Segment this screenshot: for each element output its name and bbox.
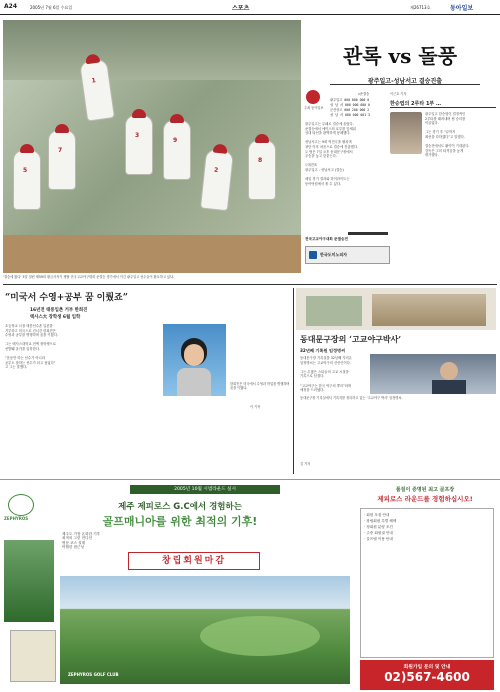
ad-bullet: 명문 코스 설계 bbox=[62, 540, 86, 545]
issue-number: 제26713호 bbox=[410, 4, 431, 10]
ad-info-box bbox=[360, 508, 494, 658]
swim-text: 초등학교 시절 태릉선수촌 입촌을 거부하고 미국으로 건너간 한희진은 수영과 공부를 병행하며 꿈을 키웠다. 그는 텍사스대학교 전액 장학생으로 선발돼 올가을 입학한다. “운동만 하는 선수가 아니라 공부도 잘하는 선수가 되고 싶었다” 고 그는 말했다. bbox=[5, 324, 59, 370]
phone-box bbox=[360, 660, 494, 690]
right-byline: 이근호 기자 bbox=[390, 92, 407, 96]
score-row-1: 광주일고 000 000 000 0 bbox=[330, 98, 370, 102]
swim-sub1: 16년전 태릉입촌 거부 한희진 bbox=[30, 308, 88, 313]
golf-course-image bbox=[60, 576, 350, 684]
swim-headline: “미국서 수영+공부 꿈 이뤘죠” bbox=[5, 293, 128, 303]
golf-advertisement bbox=[0, 479, 500, 692]
score-label: ▽준결승 bbox=[358, 92, 370, 96]
photo-caption: ‘결승에 왔다’ 5일 열린 제59회 황금사자기 쟁탈 전국고교야구대회 준결승 경기에서 이긴 광주일고 선수들이 환호하고 있다. bbox=[3, 275, 175, 279]
swim-sub2: 텍사스大 장학생 6월 입학 bbox=[30, 315, 81, 320]
score-row-3: 군산상고 000 200 000 2 bbox=[330, 108, 370, 112]
ad-brand: ZEPHYROS bbox=[4, 516, 29, 521]
ad-line2: 골프매니아를 위한 최적의 기후! bbox=[102, 515, 258, 528]
ad-brochure-image bbox=[4, 540, 54, 622]
score-row-2: 성 남 서 000 000 000 0 bbox=[330, 103, 370, 107]
ad-map-image bbox=[10, 630, 56, 682]
phone-label: 회원가입 문의 및 안내 bbox=[403, 665, 451, 670]
info-line: · 주중 회원권 안내 bbox=[364, 531, 393, 535]
trophy-icon bbox=[306, 90, 320, 104]
baseball-photo: 5 7 1 3 9 2 8 bbox=[3, 20, 301, 273]
ad-bullet: 탁월한 접근성 bbox=[62, 545, 84, 550]
zephyros-logo-icon bbox=[8, 494, 34, 516]
info-line: · 회원 모집 안내 bbox=[364, 513, 390, 517]
sponsor-tag: 주최 동아일보 bbox=[304, 106, 324, 110]
ad-right-title: 품질이 증명된 최고 골프장 bbox=[395, 487, 455, 493]
stadium-byline: 김 기자 bbox=[300, 462, 311, 466]
sponsor-box bbox=[305, 246, 390, 264]
ad-stamp: 창립회원마감 bbox=[128, 552, 260, 570]
stadium-headline: 동대문구장의 ‘고교야구박사’ bbox=[300, 334, 402, 344]
main-column-text: 광주일고는 무패로 결승에 올랐다. 준결승에서 에이스의 호투를 앞세워 상대 타선을 완벽하게 봉쇄했다. 성남서고는 9회 역전극을 펼치며 창단 이후 처음으로 결승에 진출했다. 두 팀은 7일 오후 동대문구장에서 우승을 놓고 맞붙는다. ▽대진표 광주일고 - 성남서고 (결승) 매일 경기 결과와 하이라이트는 동아닷컴에서 볼 수 있다. bbox=[305, 122, 359, 186]
domino-logo-icon bbox=[309, 251, 317, 259]
column-divider bbox=[293, 288, 294, 474]
recorder-photo bbox=[370, 354, 496, 394]
swimmer-photo bbox=[163, 324, 226, 396]
ad-line1: 제주 제피로스 G.C에서 경험하는 bbox=[118, 502, 242, 512]
swim-byline: 이 기자 bbox=[250, 405, 261, 409]
main-headline: 관록 vs 돌풍 bbox=[342, 44, 458, 68]
page-number: A24 bbox=[4, 3, 17, 10]
section-name: 스포츠 bbox=[232, 5, 250, 12]
ad-right-sub: 제피로스 라운드를 경험하십시오! bbox=[377, 495, 473, 503]
ad-ribbon: 2005년 10월 시범라운드 실시 bbox=[130, 485, 280, 494]
sidebar-rule bbox=[348, 232, 388, 235]
phone-number: 02)567-4600 bbox=[384, 670, 470, 684]
right-text: 광주일고 한승엽이 결정적인 2루타를 때려내며 팀 승리를 이끌었다. 그는 경기 후 “끝까지 최선을 다하겠다”고 말했다. 결승전에서도 활약이 기대된다. 감독은 그의 타격감을 높게 평가했다. bbox=[425, 112, 470, 158]
course-caption: ZEPHYROS GOLF CLUB bbox=[68, 672, 119, 677]
sidebar-title: 전국고교야구대회 준결승전 bbox=[305, 237, 348, 241]
stadium-sub: 32년째 기록원 임정명씨 bbox=[300, 348, 346, 353]
info-line: · 창립회원 특별 혜택 bbox=[364, 519, 397, 523]
ad-bullet: 최적의 그린 컨디션 bbox=[62, 536, 93, 541]
main-subtitle: 광주일고-성남서고 결승진출 bbox=[330, 76, 480, 85]
info-line: · 정회원 분양 조건 bbox=[364, 525, 393, 529]
sponsor-name: 한국도미노피자 bbox=[320, 252, 348, 257]
stadium-caption: 동대문구장 기록실에서 기록지를 정리하고 있는 ‘고교야구 박사’ 임정명씨. bbox=[300, 396, 403, 400]
player-portrait bbox=[390, 112, 422, 154]
page-date: 2005년 7월 6일 수요일 bbox=[30, 4, 73, 10]
score-row-4: 성 남 서 000 000 001 3 bbox=[330, 113, 370, 117]
ad-bullet: 제주도 가장 온화한 기후 bbox=[62, 532, 101, 536]
right-title: 한승엽의 2루타 1부 … bbox=[390, 100, 496, 108]
ad-bullets bbox=[62, 532, 292, 550]
section-divider bbox=[3, 284, 497, 285]
paper-name: 동아일보 bbox=[450, 5, 474, 12]
stadium-text-a: 동대문구장 기록실을 32년째 지켜온 임정명씨는 고교야구의 산증인이다. 그는 수많은 스타들의 고교 시절을 기록으로 남겼다. “고교야구는 한국 야구의 뿌리”라며 애정을 드러냈다. bbox=[300, 356, 352, 392]
stadium-photo-top bbox=[296, 288, 496, 330]
swim-caption: 한희진은 미국에서 수영과 학업을 병행하며 꿈을 이뤘다. bbox=[230, 382, 290, 391]
page-header bbox=[0, 0, 500, 15]
info-line: · 골프텔 이용 안내 bbox=[364, 537, 393, 541]
